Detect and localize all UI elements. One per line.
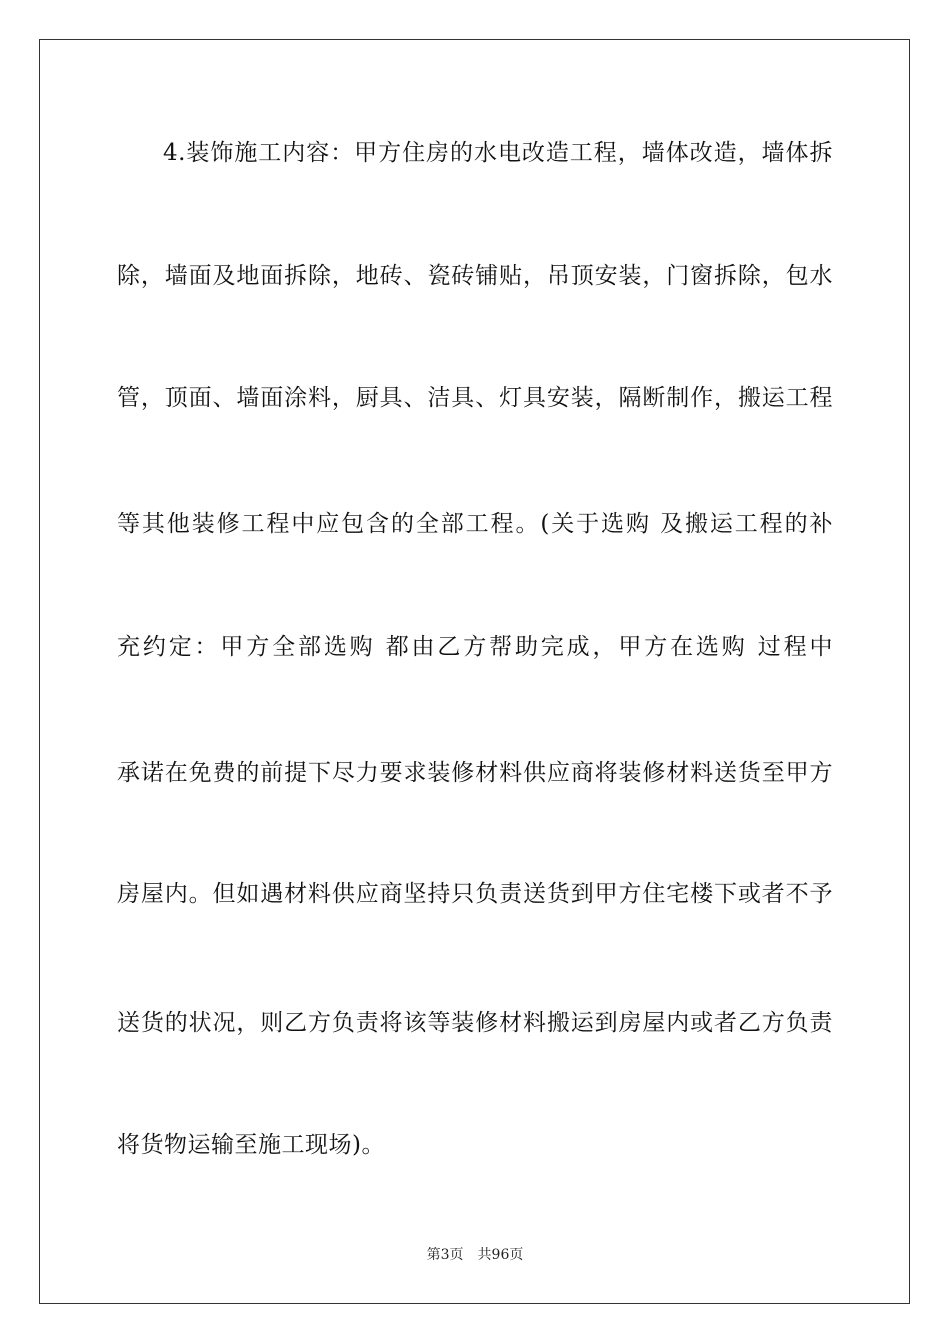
paragraph-line: 送货的状况，则乙方负责将该等装修材料搬运到房屋内或者乙方负责 [117, 1010, 833, 1036]
paragraph-line: 4.装饰施工内容：甲方住房的水电改造工程，墙体改造，墙体拆 [163, 140, 833, 166]
paragraph-line: 承诺在免费的前提下尽力要求装修材料供应商将装修材料送货至甲方 [117, 760, 833, 786]
paragraph-line: 等其他装修工程中应包含的全部工程。(关于选购 及搬运工程的补 [117, 511, 833, 537]
paragraph-line: 除，墙面及地面拆除，地砖、瓷砖铺贴，吊顶安装，门窗拆除，包水 [117, 263, 833, 289]
paragraph-line: 房屋内。但如遇材料供应商坚持只负责送货到甲方住宅楼下或者不予 [117, 881, 833, 907]
paragraph-line: 管，顶面、墙面涂料，厨具、洁具、灯具安装，隔断制作，搬运工程 [117, 385, 833, 411]
paragraph-line: 充约定：甲方全部选购 都由乙方帮助完成，甲方在选购 过程中 [117, 634, 833, 660]
paragraph-line: 将货物运输至施工现场)。 [117, 1132, 385, 1158]
page-border [39, 39, 910, 1304]
page-number: 第3页 [426, 1247, 464, 1263]
page-footer [0, 1246, 950, 1264]
total-pages: 共96页 [477, 1247, 524, 1263]
